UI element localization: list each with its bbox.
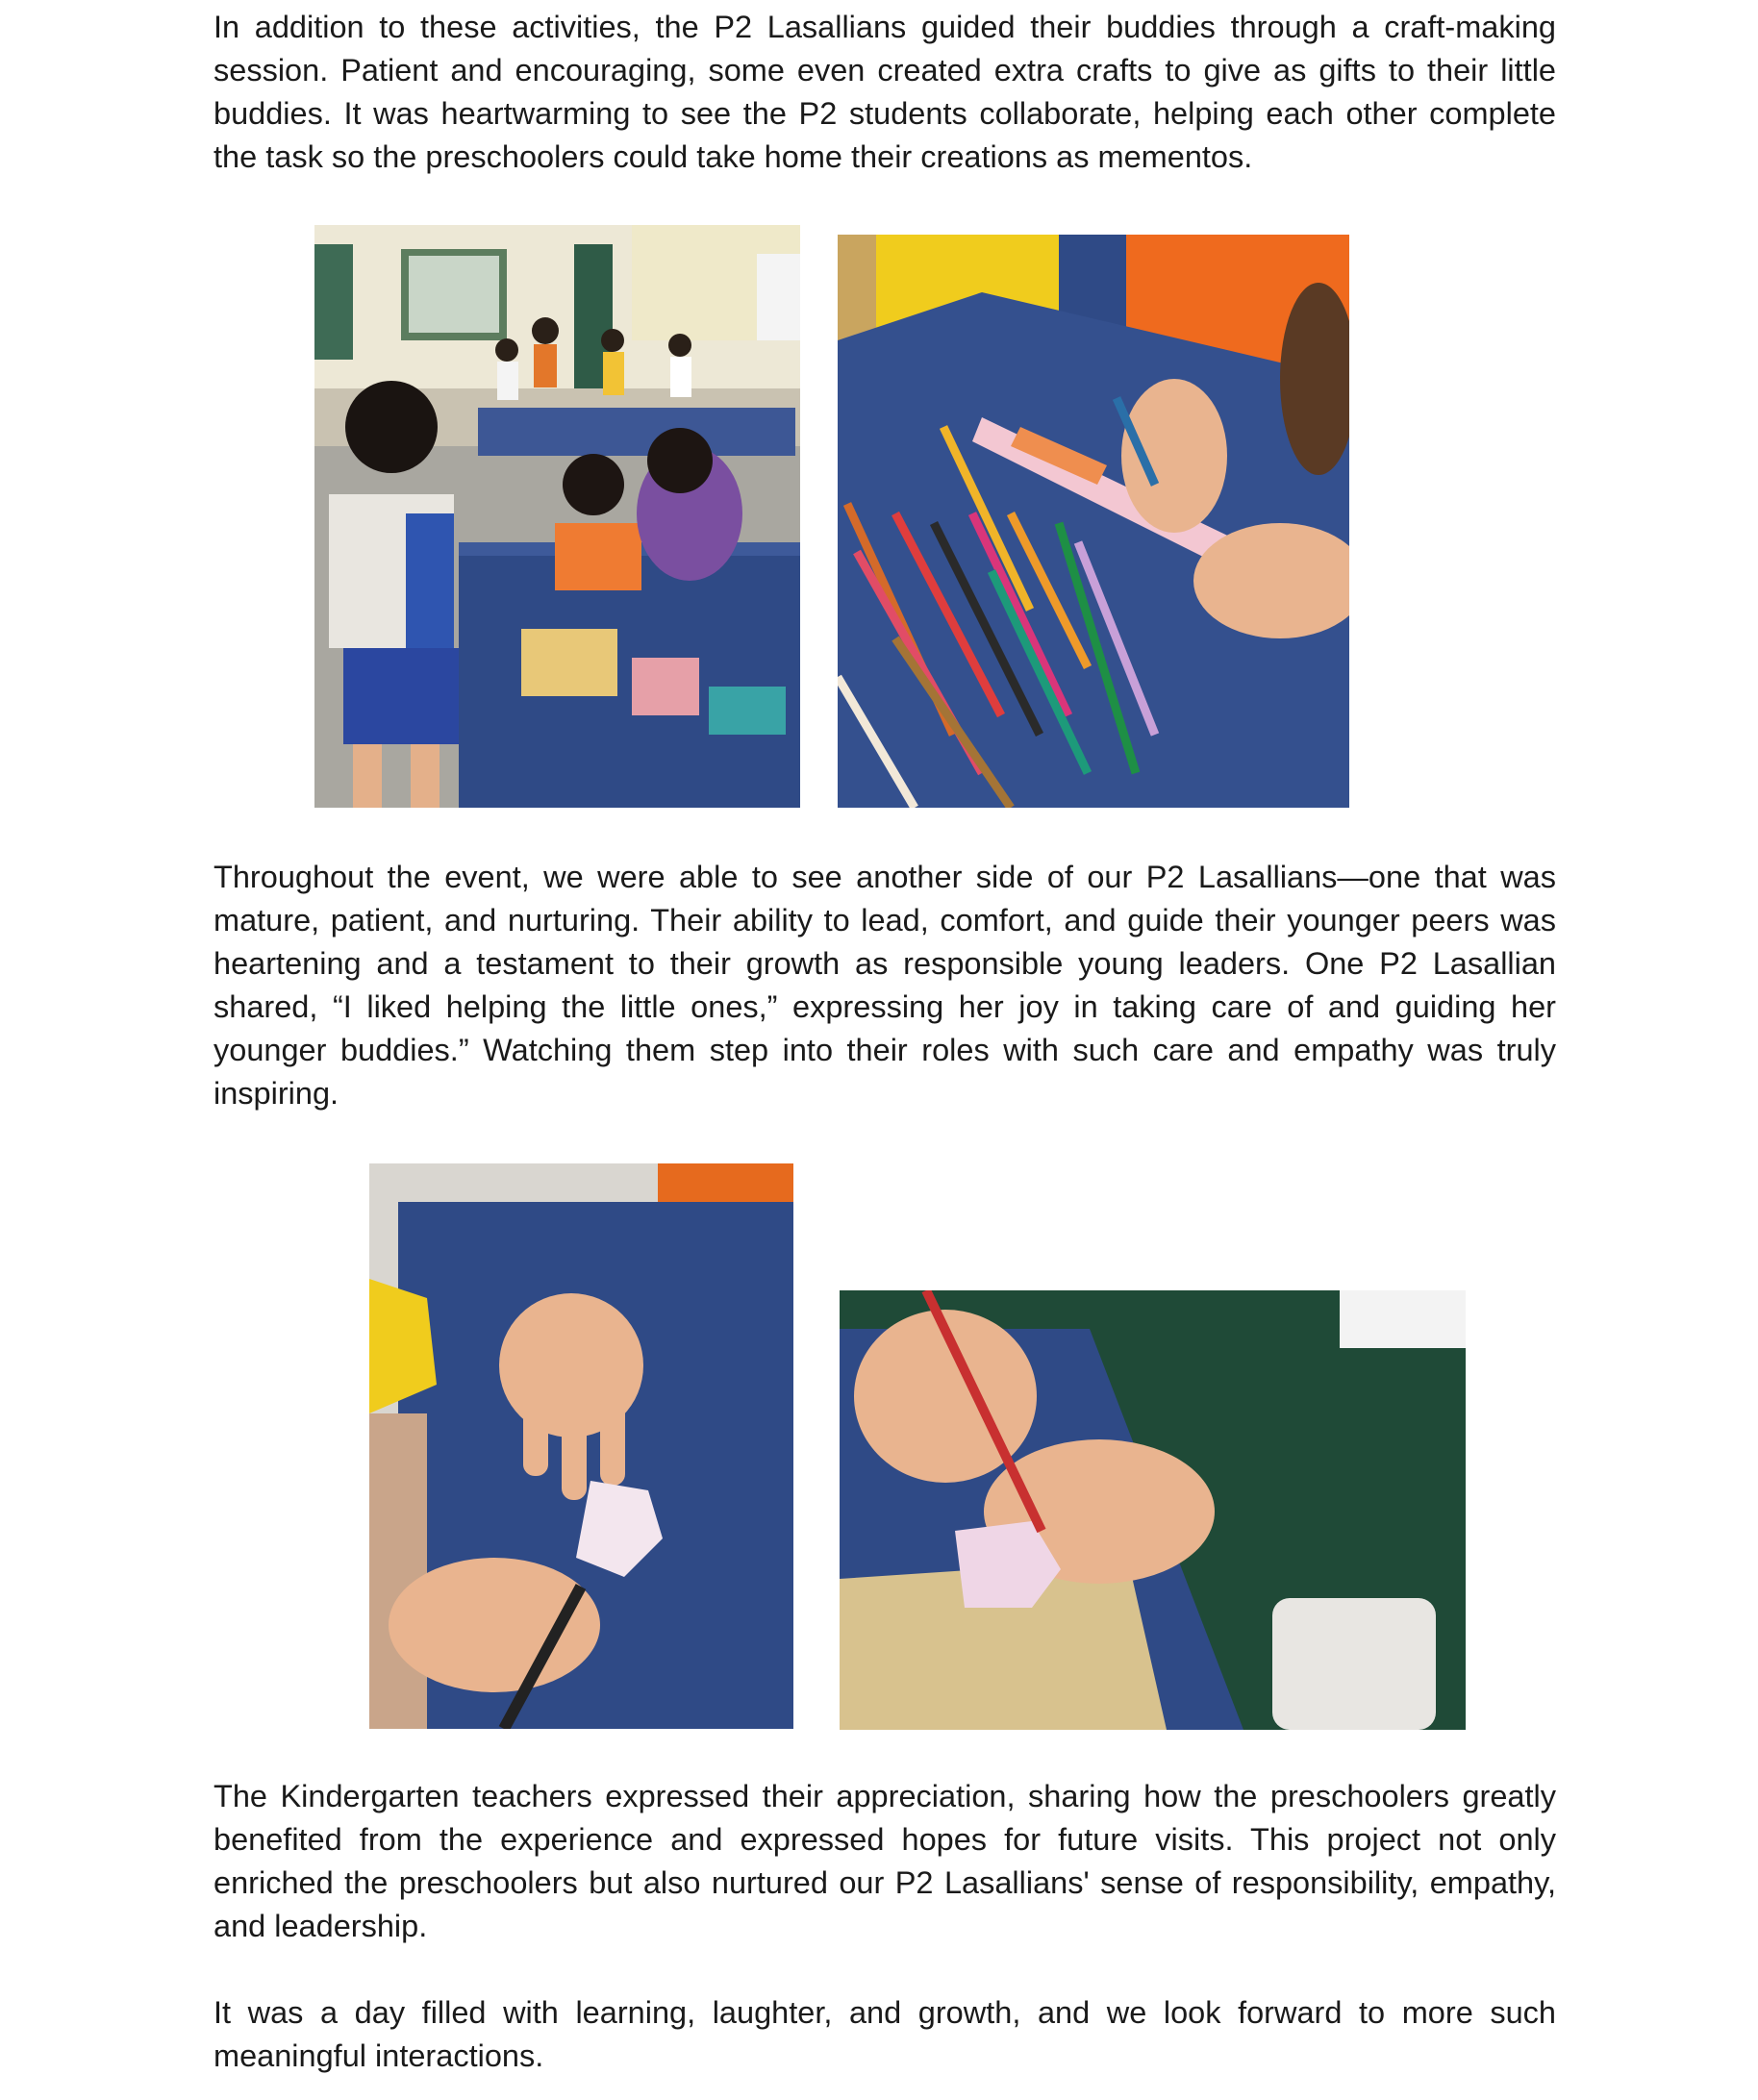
pencil-writing-card-photo [840,1290,1466,1730]
coloured-pencils-photo [838,235,1349,808]
paragraph-reflection: Throughout the event, we were able to see another side of our P2 Lasallians—one that was mature, patient, and nurturing. Their ability to lead, comfort, and guide their younger peers was heartening and a testament to their growth as responsible young leaders. One P2 Lasallian shared, “I liked helping the little ones,” expressing her joy in taking care of and guiding her younger buddies.” Watching them step into their roles with such care and empathy was truly inspiring. [213,860,1556,1111]
paragraph-craft-session: In addition to these activities, the P2 Lasallians guided their buddies through a craft-making session. Patient and encouraging, some even created extra crafts to give as gifts to their little buddies. It was heartwarming to see the P2 students collaborate, helping each other complete the task so the preschoolers could take home their creations as mementos. [213,10,1556,174]
paragraph-closing: It was a day filled with learning, laughter, and growth, and we look forward to more such meaningful interactions. [213,1995,1556,2073]
hand-writing-card-photo [369,1163,793,1729]
classroom-craft-photo [314,225,800,808]
paragraph-teacher-appreciation: The Kindergarten teachers expressed their appreciation, sharing how the preschoolers greatly benefited from the experience and expressed hopes for future visits. This project not only enriched the preschoolers but also nurtured our P2 Lasallians' sense of responsibility, empathy, and leadership. [213,1779,1556,1943]
